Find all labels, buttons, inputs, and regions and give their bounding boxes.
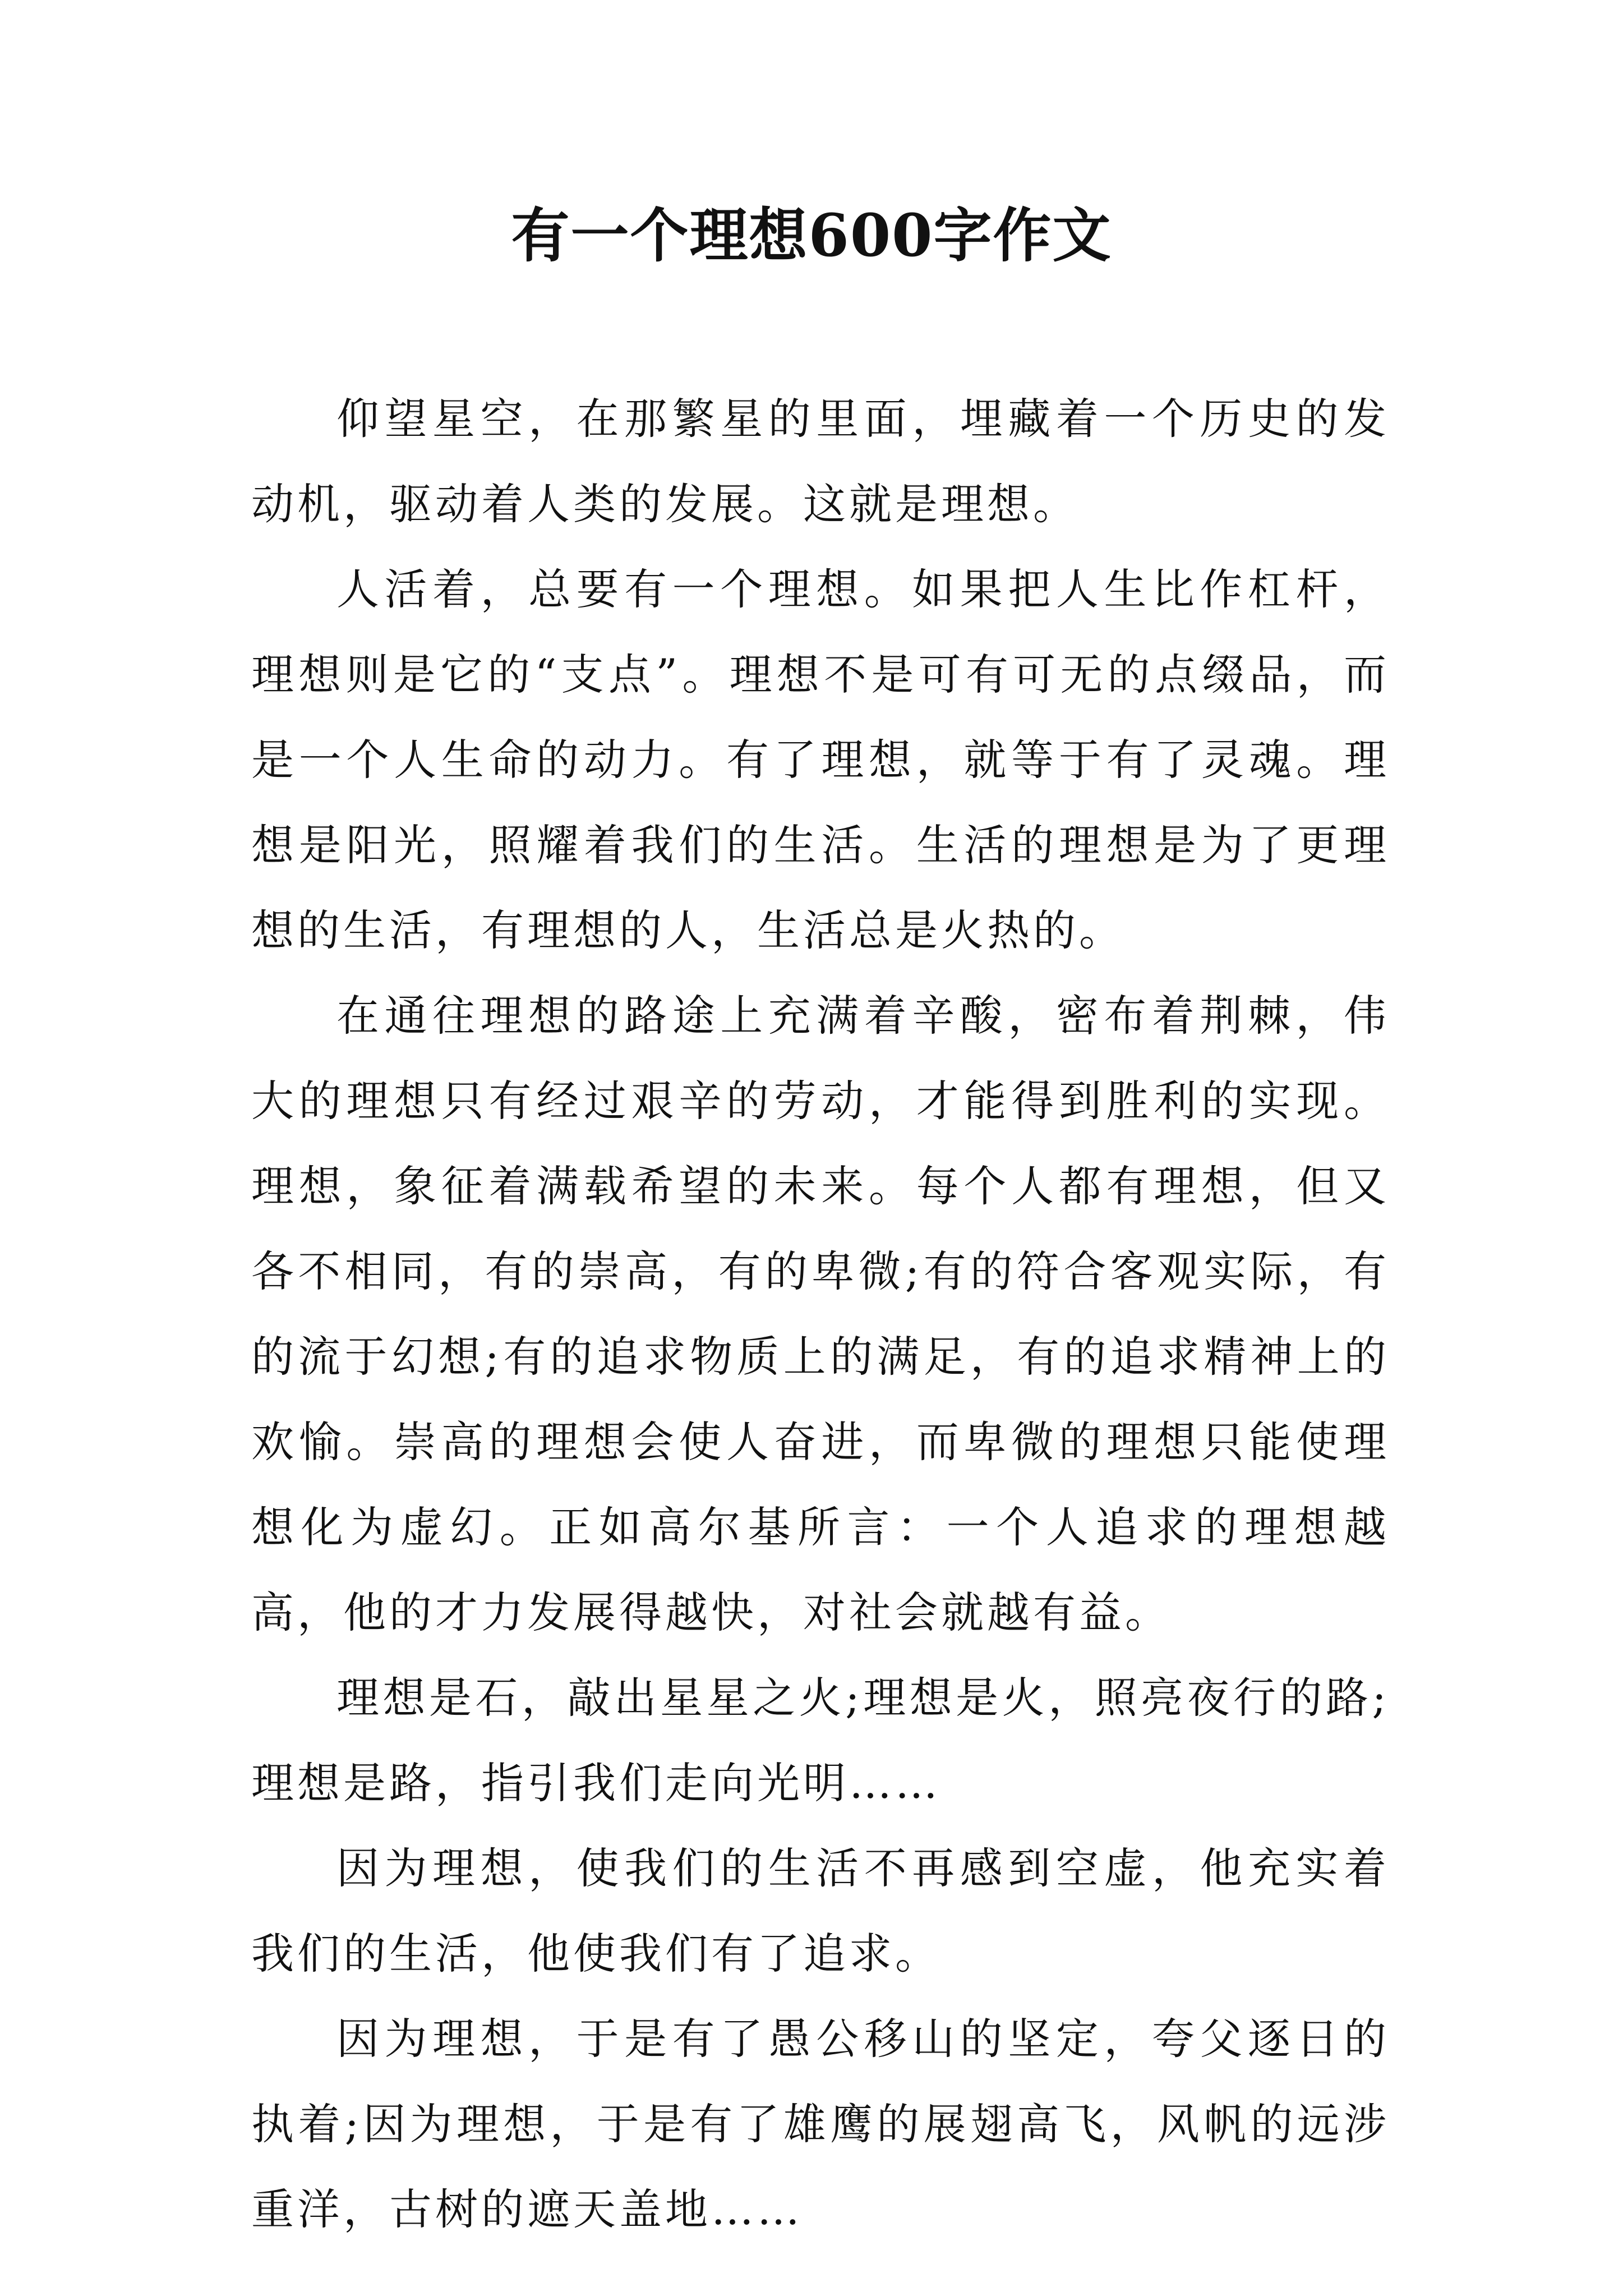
paragraph-6: 因为理想，于是有了愚公移山的坚定，夸父逐日的执着;因为理想，于是有了雄鹰的展翅高飞，风帆的远涉重洋，古树的遮天盖地……: [251, 2014, 1390, 2234]
paragraph-4: 理想是石，敲出星星之火;理想是火，照亮夜行的路;理想是路，指引我们走向光明……: [251, 1673, 1390, 1808]
document-body: [251, 376, 1390, 2252]
paragraph-5: 因为理想，使我们的生活不再感到空虚，他充实着我们的生活，他使我们有了追求。: [251, 1843, 1390, 1978]
document-title: 有一个理想600字作文: [511, 201, 1112, 270]
paragraph-1: 仰望星空，在那繁星的里面，埋藏着一个历史的发动机，驱动着人类的发展。这就是理想。: [251, 394, 1390, 529]
paragraph-2: 人活着，总要有一个理想。如果把人生比作杠杆，理想则是它的“支点”。理想不是可有可无的点缀品，而是一个人生命的动力。有了理想，就等于有了灵魂。理想是阳光，照耀着我们的生活。生活的理想是为了更理想的生活，有理想的人，生活总是火热的。: [251, 564, 1390, 955]
paragraph-3: 在通往理想的路途上充满着辛酸，密布着荆棘，伟大的理想只有经过艰辛的劳动，才能得到胜利的实现。理想，象征着满载希望的未来。每个人都有理想，但又各不相同，有的崇高，有的卑微;有的符合客观实际，有的流于幻想;有的追求物质上的满足，有的追求精神上的欢愉。崇高的理想会使人奋进，而卑微的理想只能使理想化为虚幻。正如高尔基所言：一个人追求的理想越高，他的才力发展得越快，对社会就越有益。: [251, 991, 1390, 1637]
